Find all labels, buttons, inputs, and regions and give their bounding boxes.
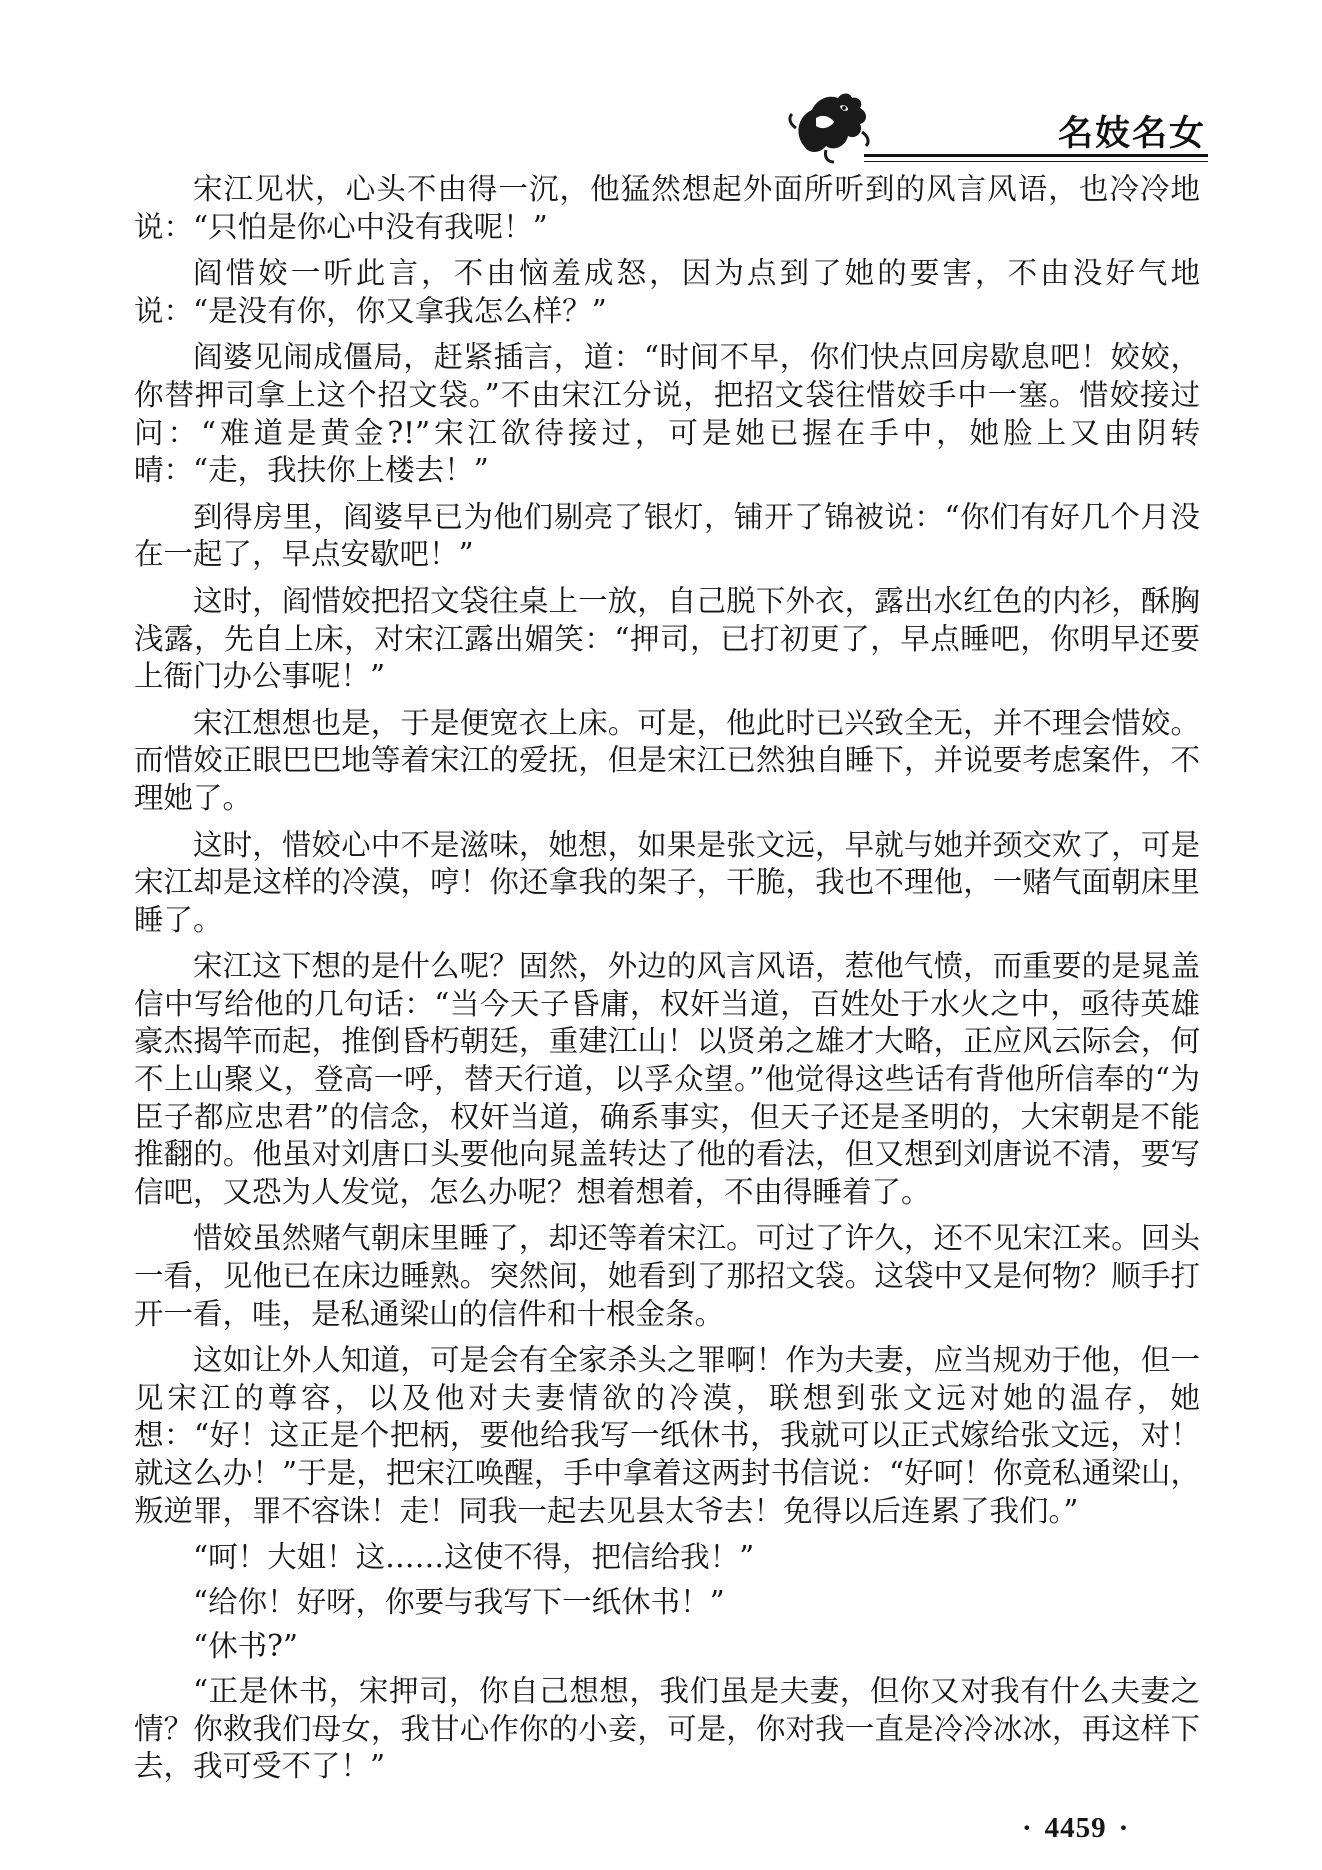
- paragraph: 这时，阎惜姣把招文袋往桌上一放，自己脱下外衣，露出水红色的内衫，酥胸浅露，先自上床，对宋江露出媚笑：“押司，已打初更了，早点睡吧，你明早还要上衙门办公事呢！”: [134, 583, 1200, 694]
- paragraph: 到得房里，阎婆早已为他们剔亮了银灯，铺开了锦被说：“你们有好几个月没在一起了，早点安歇吧！”: [134, 499, 1200, 572]
- header-title: 名妓名女: [1057, 114, 1206, 154]
- header-rule-thin: [864, 161, 1208, 162]
- page-number-dot-right: ·: [1118, 1812, 1130, 1844]
- body-text: [134, 171, 1200, 1795]
- paragraph: 阎婆见闹成僵局，赶紧插言，道：“时间不早，你们快点回房歇息吧！姣姣，你替押司拿上这个招文袋。”不由宋江分说，把招文袋往惜姣手中一塞。惜姣接过问：“难道是黄金?!”宋江欲待接过，可是她已握在手中，她脸上又由阴转晴：“走，我扶你上楼去！”: [134, 340, 1200, 488]
- paragraph: 惜姣虽然赌气朝床里睡了，却还等着宋江。可过了许久，还不见宋江来。回头一看，见他已在床边睡熟。突然间，她看到了那招文袋。这袋中又是何物？顺手打开一看，哇，是私通梁山的信件和十根金条。: [134, 1221, 1200, 1331]
- page-header: [786, 88, 1206, 168]
- paragraph: 宋江想想也是，于是便宽衣上床。可是，他此时已兴致全无，并不理会惜姣。而惜姣正眼巴巴地等着宋江的爱抚，但是宋江已然独自睡下，并说要考虑案件，不理她了。: [134, 705, 1200, 815]
- header-rule: [864, 154, 1208, 157]
- page-number-value: 4459: [1044, 1812, 1107, 1844]
- paragraph: 这时，惜姣心中不是滋味，她想，如果是张文远，早就与她并颈交欢了，可是宋江却是这样的冷漠，哼！你还拿我的架子，干脆，我也不理他，一赌气面朝床里睡了。: [134, 827, 1200, 937]
- page-number-dot-left: ·: [1022, 1812, 1033, 1844]
- paragraph: 阎惜姣一听此言，不由恼羞成怒，因为点到了她的要害，不由没好气地说：“是没有你，你又拿我怎么样？”: [134, 256, 1200, 328]
- paragraph: 宋江见状，心头不由得一沉，他猛然想起外面所听到的风言风语，也冷冷地说：“只怕是你心中没有我呢！”: [134, 172, 1200, 244]
- dragon-emblem-icon: [786, 88, 872, 166]
- paragraph: 这如让外人知道，可是会有全家杀头之罪啊！作为夫妻，应当规劝于他，但一见宋江的尊容，以及他对夫妻情欲的冷漠，联想到张文远对她的温存，她想：“好！这正是个把柄，要他给我写一纸休书，我就可以正式嫁给张文远，对！就这么办！”于是，把宋江唤醒，手中拿着这两封书信说：“好呵！你竟私通梁山，叛逆罪，罪不容诛！走！同我一起去见县太爷去！免得以后连累了我们。”: [134, 1343, 1200, 1528]
- paragraph: “给你！好呀，你要与我写下一纸休书！”: [193, 1584, 725, 1619]
- paragraph: “正是休书，宋押司，你自己想想，我们虽是夫妻，但你又对我有什么夫妻之情？你救我们母女，我甘心作你的小妾，可是，你对我一直是冷冷冰冰，再这样下去，我可受不了！”: [134, 1673, 1200, 1784]
- paragraph: “休书?”: [193, 1629, 298, 1664]
- page-number: [1010, 1812, 1141, 1845]
- paragraph: 宋江这下想的是什么呢？固然，外边的风言风语，惹他气愤，而重要的是晁盖信中写给他的几句话：“当今天子昏庸，权奸当道，百姓处于水火之中，亟待英雄豪杰揭竿而起，推倒昏朽朝廷，重建江山！以贤弟之雄才大略，正应风云际会，何不上山聚义，登高一呼，替天行道，以孚众望。”他觉得这些话有背他所信奉的“为臣子都应忠君”的信念，权奸当道，确系事实，但天子还是圣明的，大宋朝是不能推翻的。他虽对刘唐口头要他向晁盖转达了他的看法，但又想到刘唐说不清，要写信吧，又恐为人发觉，怎么办呢？想着想着，不由得睡着了。: [134, 949, 1200, 1209]
- paragraph: “呵！大姐！这……这使不得，把信给我！”: [193, 1540, 755, 1575]
